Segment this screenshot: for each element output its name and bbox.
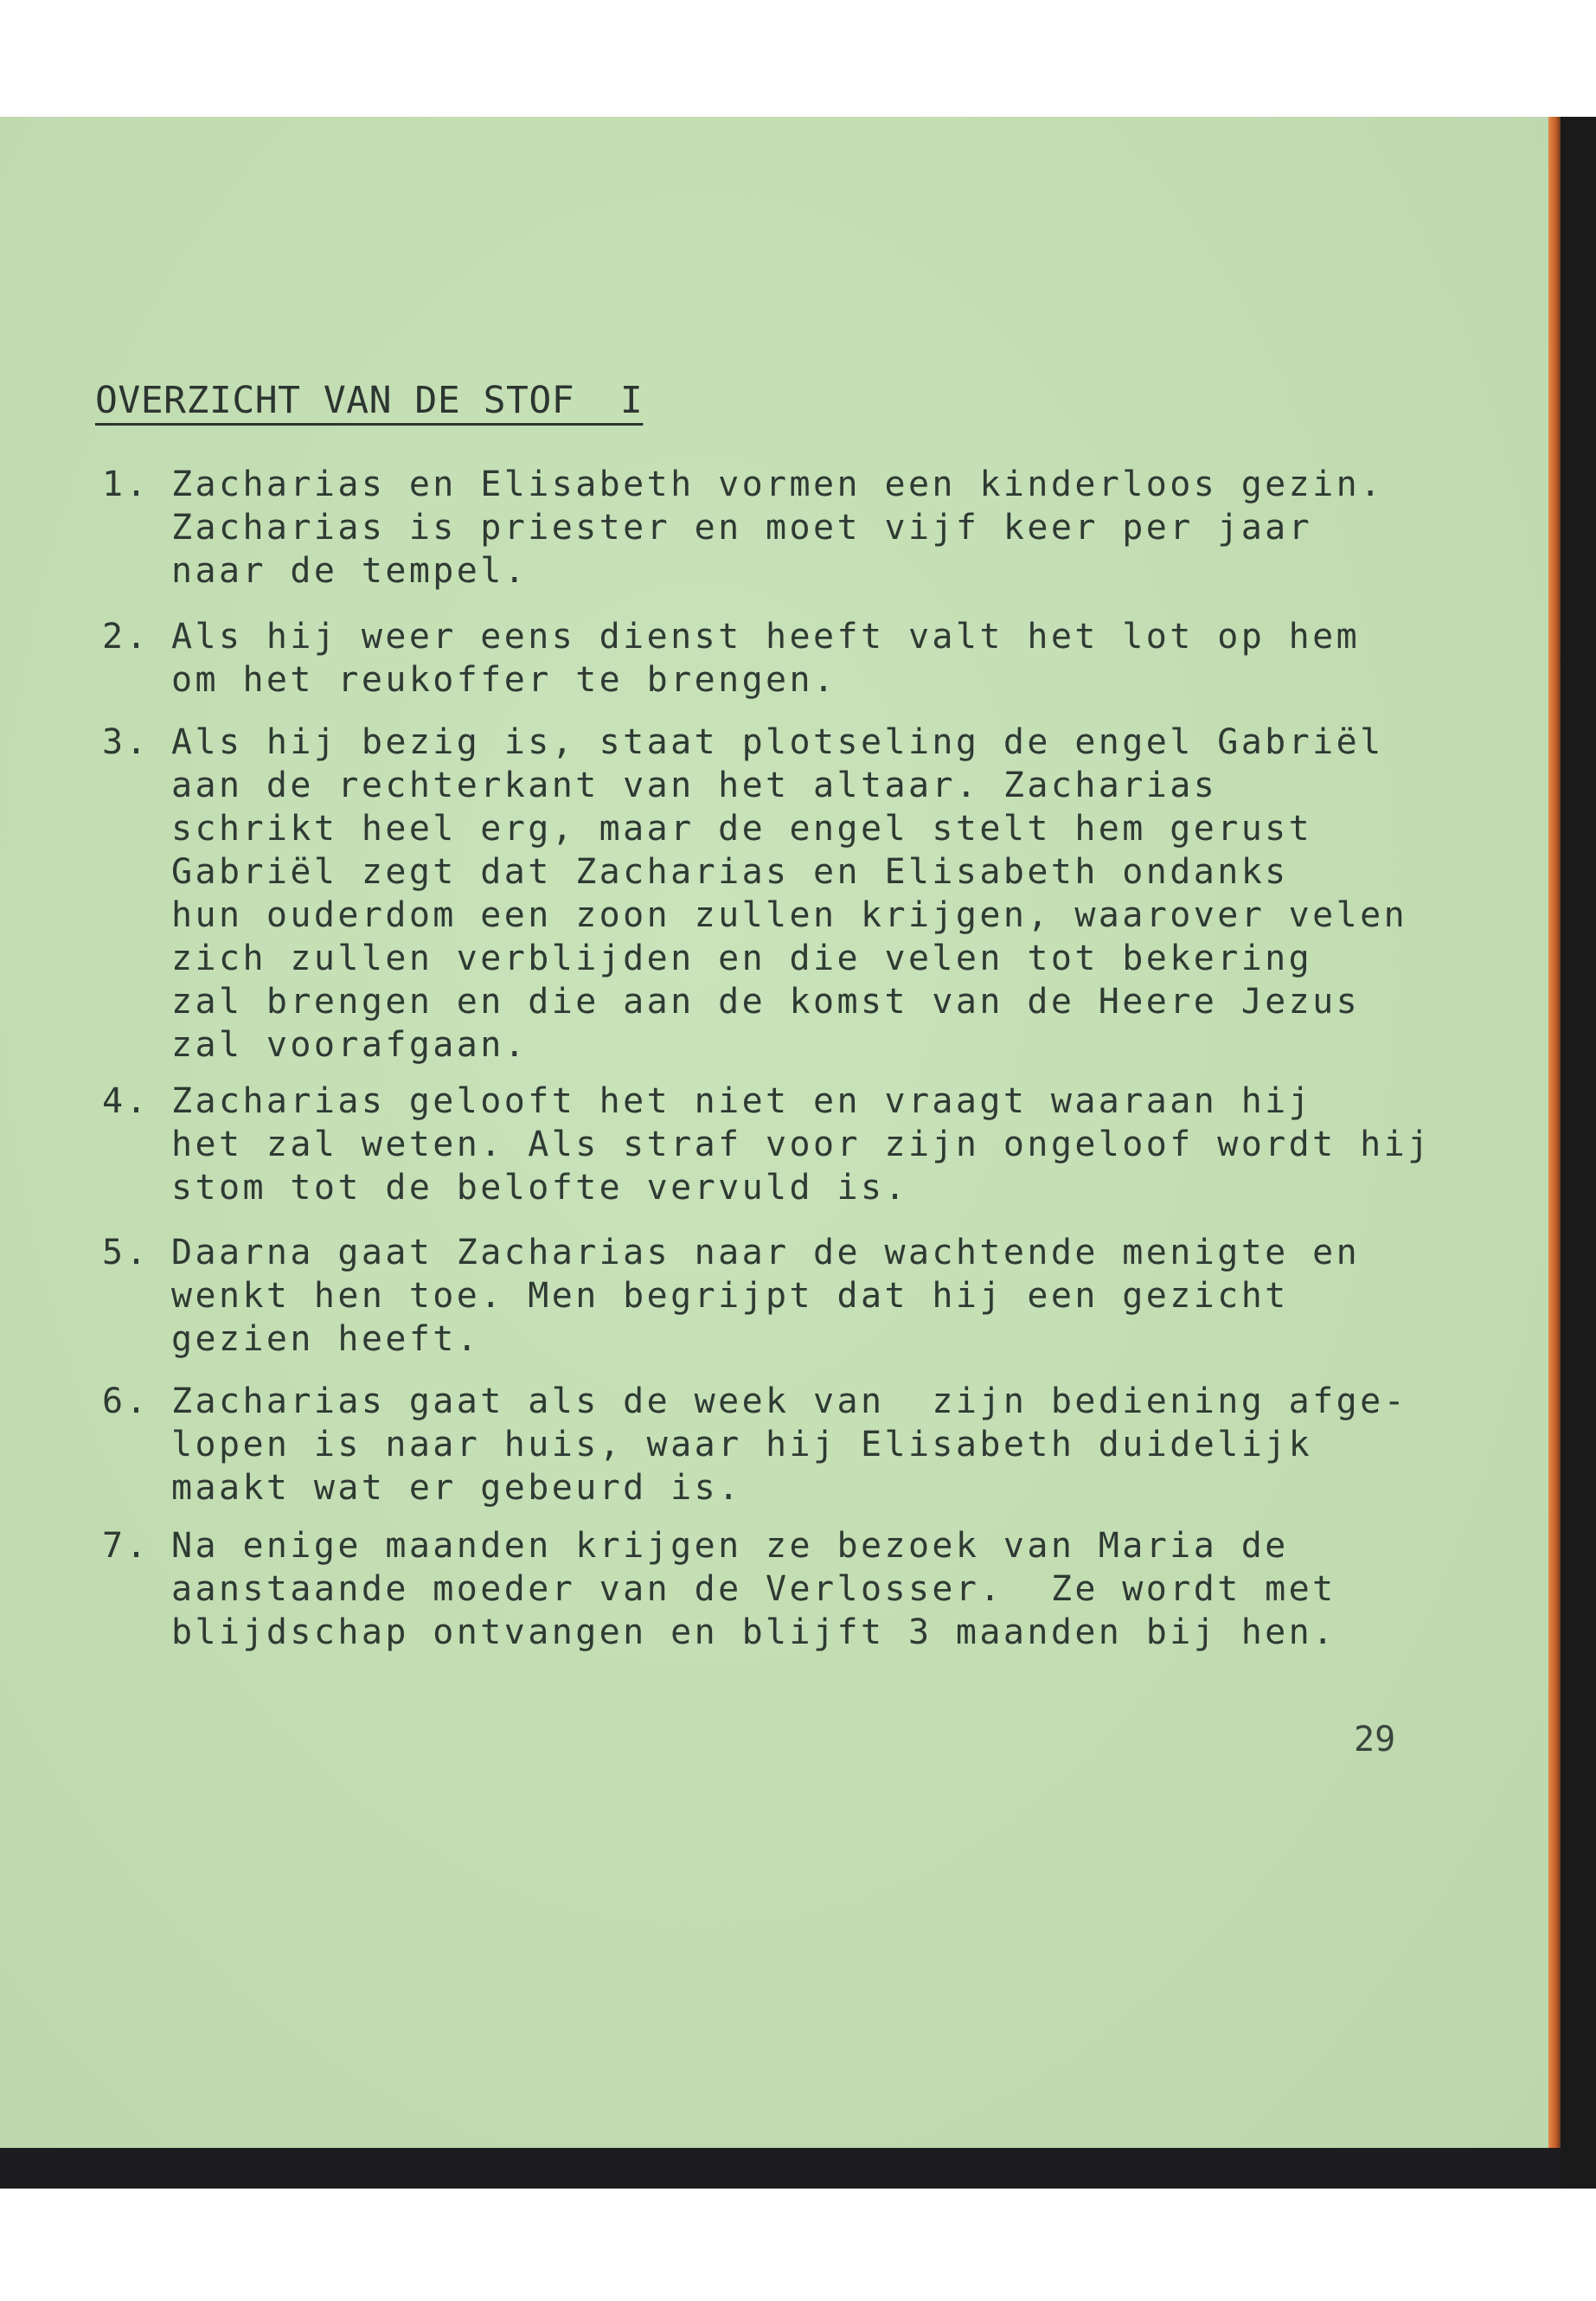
item-line: maakt wat er gebeurd is. (171, 1468, 742, 1508)
item-line: schrikt heel erg, maar de engel stelt hem gerust (171, 809, 1313, 849)
item-line: Daarna gaat Zacharias naar de wachtende menigte en (171, 1233, 1361, 1272)
list-item-5 (102, 1231, 1452, 1361)
item-number: 5. (102, 1233, 150, 1272)
page-heading: OVERZICHT VAN DE STOF I (95, 379, 644, 422)
item-line: Zacharias is priester en moet vijf keer per jaar (171, 508, 1313, 548)
item-line: lopen is naar huis, waar hij Elisabeth duidelijk (171, 1425, 1313, 1465)
item-line: zich zullen verblijden en die velen tot bekering (171, 939, 1313, 978)
list-item-6 (102, 1380, 1452, 1509)
item-line: Na enige maanden krijgen ze bezoek van Maria de (171, 1526, 1289, 1566)
item-line: gezien heeft. (171, 1319, 481, 1359)
list-item-1 (102, 463, 1452, 593)
item-line: om het reukoffer te brengen. (171, 660, 837, 700)
item-number: 6. (102, 1381, 150, 1421)
page-shadow (1561, 117, 1596, 2189)
item-line: zal brengen en die aan de komst van de Heere Jezus (171, 982, 1361, 1022)
item-line: zal voorafgaan. (171, 1025, 529, 1065)
item-line: aan de rechterkant van het altaar. Zacharias (171, 766, 1218, 805)
item-number: 1. (102, 465, 150, 504)
list-item-3 (102, 721, 1452, 1067)
item-line: blijdschap ontvangen en blijft 3 maanden bij hen. (171, 1612, 1336, 1652)
page-edge (1548, 117, 1561, 2148)
item-line: Als hij bezig is, staat plotseling de engel Gabriël (171, 722, 1384, 762)
item-line: naar de tempel. (171, 551, 529, 591)
item-line: Zacharias en Elisabeth vormen een kinderloos gezin. (171, 465, 1384, 504)
item-line: Zacharias gaat als de week van zijn bediening afge- (171, 1381, 1408, 1421)
item-number: 4. (102, 1081, 150, 1121)
list-item-7 (102, 1524, 1452, 1654)
item-number: 7. (102, 1526, 150, 1566)
item-number: 3. (102, 722, 150, 762)
item-line: Als hij weer eens dienst heeft valt het lot op hem (171, 617, 1361, 657)
item-line: stom tot de belofte vervuld is. (171, 1168, 908, 1208)
item-line: hun ouderdom een zoon zullen krijgen, waarover velen (171, 895, 1408, 935)
list-item-2 (102, 615, 1452, 702)
item-number: 2. (102, 617, 150, 657)
item-line: aanstaande moeder van de Verlosser. Ze wordt met (171, 1569, 1336, 1609)
item-line: Gabriël zegt dat Zacharias en Elisabeth ondanks (171, 852, 1289, 892)
item-line: wenkt hen toe. Men begrijpt dat hij een gezicht (171, 1276, 1289, 1316)
item-line: het zal weten. Als straf voor zijn ongeloof wordt hij (171, 1125, 1432, 1164)
list-item-4 (102, 1080, 1452, 1209)
item-line: Zacharias gelooft het niet en vraagt waaraan hij (171, 1081, 1313, 1121)
page-number: 29 (1354, 1720, 1396, 1759)
